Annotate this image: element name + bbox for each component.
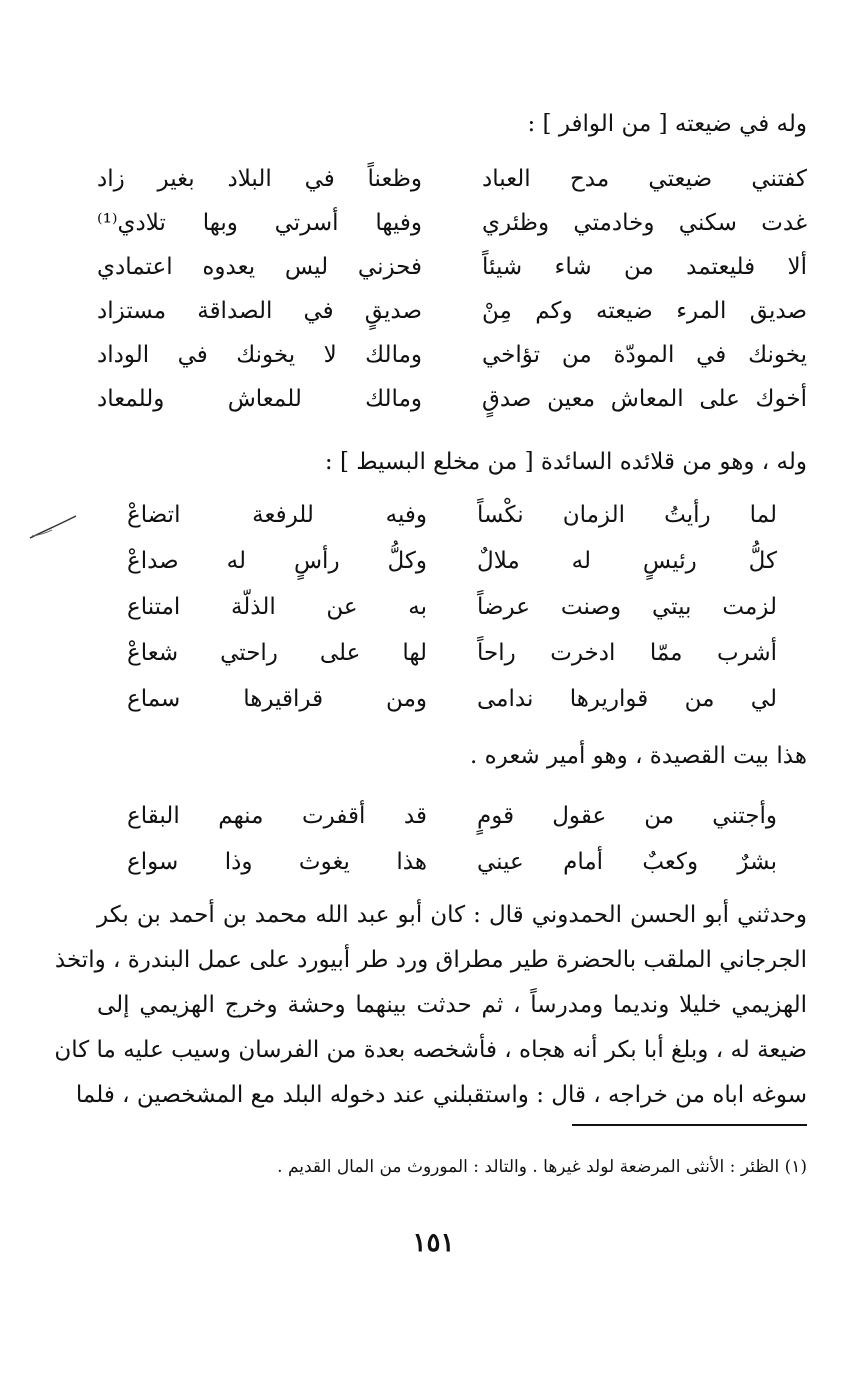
verse	[97, 157, 807, 201]
verse	[97, 333, 807, 377]
verse-first-hemistich: غدت سكني وخادمتي وظئري	[482, 210, 807, 236]
verse-second-hemistich: وفيها أسرتي وبها تلادي⁽¹⁾	[97, 210, 422, 236]
footnote: (١) الظئر : الأنثى المرضعة لولد غيرها . والتالد : الموروث من المال القديم .	[277, 1157, 807, 1177]
verse-first-hemistich: لي من قواريرها ندامى	[477, 686, 777, 712]
margin-pen-mark-icon	[28, 512, 78, 542]
verse	[97, 840, 807, 886]
verse	[97, 493, 807, 539]
verse-second-hemistich: ومالك للمعاش وللمعاد	[97, 386, 422, 412]
verse-first-hemistich: يخونك في المودّة من تؤاخي	[482, 342, 807, 368]
verse-second-hemistich: وكلُّ رأسٍ له صداعْ	[127, 548, 427, 574]
verse-second-hemistich: ومن قراقيرها سماع	[127, 686, 427, 712]
verse-first-hemistich: لما رأيتُ الزمان نكْساً	[477, 502, 777, 528]
poem-wafir	[97, 157, 807, 421]
prose-paragraph	[54, 893, 807, 1118]
verse-second-hemistich: فحزني ليس يعدوه اعتمادي	[97, 254, 422, 280]
page-number: ١٥١	[412, 1228, 455, 1258]
verse	[97, 677, 807, 723]
verse-first-hemistich: أشرب ممّا ادخرت راحاً	[477, 640, 777, 666]
verse	[97, 794, 807, 840]
commentary-line: هذا بيت القصيدة ، وهو أمير شعره .	[469, 743, 807, 769]
verse	[97, 245, 807, 289]
prose-line: وحدثني أبو الحسن الحمدوني قال : كان أبو عبد الله محمد بن أحمد بن بكر	[97, 902, 807, 928]
footnote-separator	[572, 1124, 807, 1126]
verse-second-hemistich: وظعناً في البلاد بغير زاد	[97, 166, 422, 192]
verse-first-hemistich: أخوك على المعاش معين صدقٍ	[482, 386, 807, 412]
verse-second-hemistich: به عن الذلّة امتناع	[127, 594, 427, 620]
verse-first-hemistich: كفتني ضيعتي مدح العباد	[482, 166, 807, 192]
verse-second-hemistich: صديقٍ في الصداقة مستزاد	[97, 298, 422, 324]
prose-line: الجرجاني الملقب بالحضرة طير مطراق ورد طر أبيورد على عمل البندرة ، واتخذ	[54, 947, 807, 973]
prose-line: سوغه اباه من خراجه ، قال : واستقبلني عند دخوله البلد مع المشخصين ، فلما	[75, 1082, 807, 1108]
verse	[97, 585, 807, 631]
verse-second-hemistich: هذا يغوث وذا سواع	[127, 849, 427, 875]
verse-first-hemistich: صديق المرء ضيعته وكم مِنْ	[482, 298, 807, 324]
verse	[97, 201, 807, 245]
prose-line: الهزيمي خليلا ونديما ومدرساً ، ثم حدثت بينهما وحشة وخرج الهزيمي إلى	[97, 992, 807, 1018]
verse-second-hemistich: قد أقفرت منهم البقاع	[127, 803, 427, 829]
verse-second-hemistich: ومالك لا يخونك في الوداد	[97, 342, 422, 368]
verse-second-hemistich: لها على راحتي شعاعْ	[127, 640, 427, 666]
verse-first-hemistich: لزمت بيتي وصنت عرضاً	[477, 594, 777, 620]
poem-continuation	[97, 794, 807, 886]
verse-first-hemistich: بشرٌ وكعبٌ أمام عيني	[477, 849, 777, 875]
poem-basit	[97, 493, 807, 723]
verse	[97, 289, 807, 333]
verse-first-hemistich: ألا فليعتمد من شاء شيئاً	[482, 254, 807, 280]
verse-first-hemistich: وأجتني من عقول قومٍ	[477, 803, 777, 829]
verse-second-hemistich: وفيه للرفعة اتضاعْ	[127, 502, 427, 528]
prose-line: ضيعة له ، وبلغ أبا بكر أنه هجاه ، فأشخصه بعدة من الفرسان وسيب عليه ما كان	[54, 1037, 807, 1063]
poem-intro-wafir: وله في ضيعته [ من الوافر ] :	[527, 111, 807, 137]
verse	[97, 377, 807, 421]
verse	[97, 539, 807, 585]
poem-intro-basit: وله ، وهو من قلائده السائدة [ من مخلع البسيط ] :	[324, 449, 807, 475]
verse	[97, 631, 807, 677]
verse-first-hemistich: كلُّ رئيسٍ له ملالٌ	[477, 548, 777, 574]
